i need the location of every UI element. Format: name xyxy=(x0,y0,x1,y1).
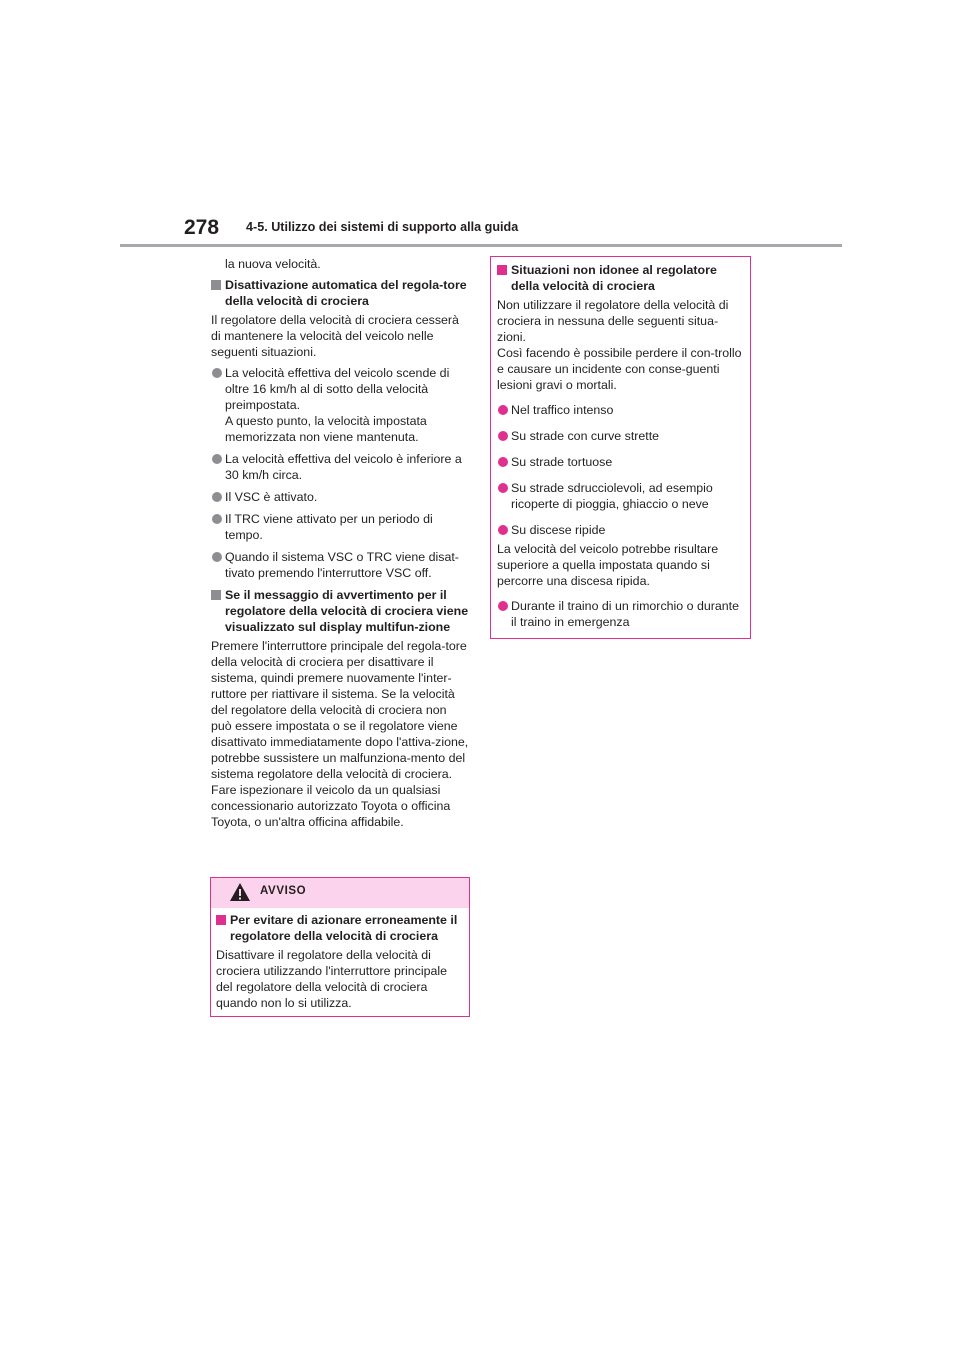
heading-text: Disattivazione automatica del regola-tore della velocità di crociera xyxy=(225,278,467,308)
warning-label: AVVISO xyxy=(260,885,307,897)
paragraph: Disattivare il regolatore della velocità di crociera utilizzando l'interruttore principale del regolatore della velocità di crociera quando non lo si utilizza. xyxy=(216,948,448,1010)
square-bullet-icon xyxy=(211,280,221,290)
round-bullet-icon xyxy=(498,525,508,535)
round-bullet-icon xyxy=(498,483,508,493)
warning-heading xyxy=(216,912,464,944)
warning-triangle-icon xyxy=(229,882,251,902)
round-bullet-icon xyxy=(212,492,222,502)
section-heading-auto-cancel xyxy=(211,277,469,309)
left-column xyxy=(211,256,469,835)
round-bullet-icon xyxy=(212,368,222,378)
list-item-text: La velocità effettiva del veicolo è inferiore a 30 km/h circa. xyxy=(225,452,462,482)
round-bullet-icon xyxy=(212,552,222,562)
round-bullet-icon xyxy=(212,454,222,464)
list-item xyxy=(497,480,744,512)
round-bullet-icon xyxy=(212,514,222,524)
list-item xyxy=(211,365,469,445)
list-item xyxy=(497,598,744,630)
list-item-text: Su strade tortuose xyxy=(511,455,613,469)
list-item-text: Il VSC è attivato. xyxy=(225,490,318,504)
round-bullet-icon xyxy=(498,601,508,611)
paragraph: Il regolatore della velocità di crociera cesserà di mantenere la velocità del veicolo nelle seguenti situazioni. xyxy=(211,313,459,359)
list-item xyxy=(497,428,744,444)
warning-box xyxy=(210,877,470,1017)
list-item xyxy=(497,454,744,470)
square-bullet-icon xyxy=(497,265,507,275)
list-item xyxy=(211,511,469,543)
round-bullet-icon xyxy=(498,457,508,467)
list-item-text: Su strade sdrucciolevoli, ad esempio ricoperte di pioggia, ghiaccio o neve xyxy=(511,481,713,511)
page-number: 278 xyxy=(184,216,220,239)
list-item xyxy=(211,451,469,483)
heading-text: Situazioni non idonee al regolatore della velocità di crociera xyxy=(511,263,717,293)
list-item xyxy=(497,522,744,538)
paragraph: Così facendo è possibile perdere il con-trollo e causare un incidente con conse-guenti lesioni gravi o mortali. xyxy=(497,346,742,392)
square-bullet-icon xyxy=(216,915,226,925)
section-heading-unsuitable xyxy=(497,262,744,294)
list-item xyxy=(211,549,469,581)
continued-text: la nuova velocità. xyxy=(225,257,321,271)
section-heading-warning-message xyxy=(211,587,469,635)
heading-text: Se il messaggio di avvertimento per il regolatore della velocità di crociera viene visualizzato sul display multifun-zione xyxy=(225,588,469,634)
list-item-text: Il TRC viene attivato per un periodo di tempo. xyxy=(225,512,433,542)
list-item-text: Su strade con curve strette xyxy=(511,429,660,443)
list-item-text: Su discese ripide xyxy=(511,523,606,537)
list-item-note: A questo punto, la velocità impostata memorizzata non viene mantenuta. xyxy=(225,414,427,444)
warning-header xyxy=(211,878,469,908)
round-bullet-icon xyxy=(498,431,508,441)
warning-body xyxy=(211,908,469,1011)
square-bullet-icon xyxy=(211,590,221,600)
list-item-text: La velocità effettiva del veicolo scende di oltre 16 km/h al di sotto della velocità preimpostata. xyxy=(225,366,450,412)
paragraph: La velocità del veicolo potrebbe risultare superiore a quella impostata quando si percorre una discesa ripida. xyxy=(497,542,719,588)
unsuitable-situations-box xyxy=(490,256,751,639)
list-item-text: Quando il sistema VSC o TRC viene disat-tivato premendo l'interruttore VSC off. xyxy=(225,550,459,580)
paragraph: Non utilizzare il regolatore della velocità di crociera in nessuna delle seguenti situa-zioni. xyxy=(497,298,729,344)
heading-text: Per evitare di azionare erroneamente il regolatore della velocità di crociera xyxy=(230,913,458,943)
list-item xyxy=(497,402,744,418)
paragraph: Premere l'interruttore principale del regola-tore della velocità di crociera per disattivare il sistema, quindi premere nuovamente l'inter-ruttore per riattivare il sistema. Se la velocità del regolatore della velocità di crociera non può essere impostata o se il regolatore viene disattivato immediatamente dopo l'attiva-zione, potrebbe sussistere un malfunziona-mento del sistema regolatore della velocità di crociera. Fare ispezionare il veicolo da un qualsiasi concessionario autorizzato Toyota o officina Toyota, o un'altra officina affidabile. xyxy=(211,639,469,829)
list-item-text: Durante il traino di un rimorchio o durante il traino in emergenza xyxy=(511,599,739,629)
round-bullet-icon xyxy=(498,405,508,415)
list-item xyxy=(211,489,469,505)
chapter-title: 4-5. Utilizzo dei sistemi di supporto alla guida xyxy=(246,220,519,234)
list-item-text: Nel traffico intenso xyxy=(511,403,614,417)
header-rule xyxy=(120,244,842,247)
